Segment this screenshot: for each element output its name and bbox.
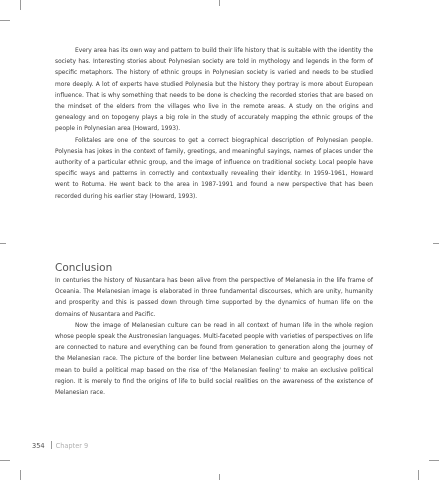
conclusion-text-section [55, 276, 373, 399]
crop-mark-right-lower [429, 460, 439, 461]
body-text-section [55, 46, 373, 203]
chapter-label: Chapter 9 [55, 442, 89, 450]
page-footer [32, 441, 88, 451]
crop-mark-left-lower [0, 460, 10, 461]
crop-mark-bottom-center [219, 474, 220, 480]
footer-divider [51, 441, 52, 449]
crop-mark-right-middle [433, 243, 439, 244]
paragraph: Folktales are one of the sources to get a correct biographical description of Polynesian people. Polynesia has jokes in the context of family, greetings, and meaningful sayings, names of places under the authority of a particular ethnic group, and the image of influence on traditional society. Local people have specific ways and patterns in correctly and contextually revealing their identity. In 1959-1961, Howard went to Rotuma. He went back to the area in 1987-1991 and found a new perspective that has been recorded during his earlier stay (Howard, 1993). [55, 137, 373, 200]
crop-mark-left-middle [0, 243, 6, 244]
crop-mark-top-center [219, 0, 220, 6]
crop-mark-top-left [20, 0, 21, 10]
page-number: 354 [32, 442, 45, 450]
section-heading: Conclusion [55, 262, 113, 274]
paragraph: Now the image of Melanesian culture can be read in all context of human life in the whole region whose people speak the Austronesian languages. Multi-faceted people with varieties of perspectives on life are connected to nature and everything can be found from generation to generation along the journey of the Melanesian race. The picture of the border line between Melanesian culture and geography does not mean to build a political map based on the rise of 'the Melanesian feeling' to make an exclusive political region. It is merely to find the origins of life to build social realities on the awareness of the existence of Melanesian race. [55, 322, 373, 397]
crop-mark-bottom-left [20, 470, 21, 480]
paragraph: In centuries the history of Nusantara has been alive from the perspective of Melanesia in the life frame of Oceania. The Melanesian image is elaborated in three fundamental discourses, which are unity, humanity and prosperity and this is passed down through time supported by the dynamics of human life on the domains of Nusantara and Pacific. [55, 278, 373, 318]
crop-mark-left-upper [0, 20, 10, 21]
crop-mark-bottom-right [418, 470, 419, 480]
paragraph: Every area has its own way and pattern to build their life history that is suitable with the identity the society has. Interesting stories about Polynesian society are told in mythology and legends in the form of specific metaphors. The history of ethnic groups in Polynesian society is varied and needs to be studied more deeply. A lot of experts have studied Polynesia but the history they portray is more about European influence. That is why something that needs to be done is checking the recorded stories that are based on the mindset of the elders from the villages who live in the remote areas. A study on the origins and genealogy and on topogeny plays a big role in the study of accurately mapping the ethnic groups of the people in Polynesian area (Howard, 1993). [55, 48, 373, 133]
